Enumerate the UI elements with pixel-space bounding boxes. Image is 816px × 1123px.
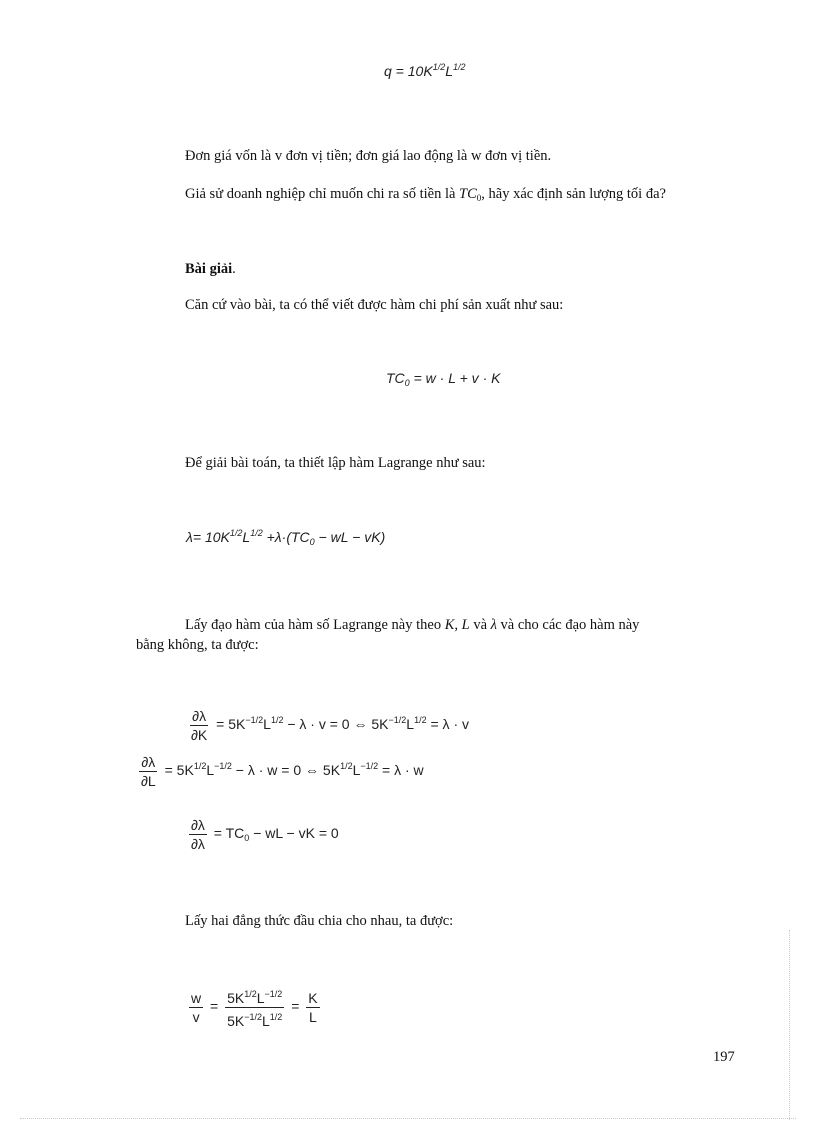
bottom-dotted-border	[20, 1118, 796, 1119]
equation-ratio: $\frac{w}{v}$ = $\frac{5K^{1/2}L^{-1/2}}{5K^{-1/2}L^{1/2}}$ = $\frac{K}{L}$	[186, 986, 323, 1029]
paragraph-derivatives-intro: Lấy đạo hàm của hàm số Lagrange này theo K, L và λ và cho các đạo hàm này	[185, 617, 640, 633]
paragraph-lagrange-intro: Để giải bài toán, ta thiết lập hàm Lagrange như sau:	[185, 455, 486, 471]
equation-derivative-l: $\frac{\partial\lambda}{\partial L}$ = $5K^{1/2}L^{-1/2} - \lambda \cdot w = 0$ ⇔ $5K^{1/2}L^{-1/2} = \lambda \cdot w$	[141, 754, 424, 789]
equation-derivative-k: $\frac{\partial\lambda}{\partial K}$ = $5K^{-1/2}L^{1/2} - \lambda \cdot v = 0$ ⇔ $5K^{-1/2}L^{1/2} = \lambda \cdot v$	[191, 708, 469, 743]
fraction-dlambda-dl: $\frac{\partial\lambda}{\partial L}$	[141, 754, 156, 789]
equation-lagrange: $\lambda= 10K^{1/2}L^{1/2} +\lambda\cdot(TC_0$ − wL − vK)	[186, 528, 386, 547]
equation-derivative-lambda: $\frac{\partial\lambda}{\partial\lambda}$ = $TC_0$ − wL − vK = 0	[191, 817, 339, 852]
fraction-dlambda-dlambda: $\frac{\partial\lambda}{\partial\lambda}$	[191, 817, 205, 852]
fraction-dlambda-dk: $\frac{\partial\lambda}{\partial K}$	[191, 708, 208, 743]
equation-production-function: $q = 10K^{1/2}L^{1/2}$	[384, 62, 466, 79]
fraction-k-l-ratio: $\frac{5K^{1/2}L^{-1/2}}{5K^{-1/2}L^{1/2}}$	[225, 986, 284, 1029]
equation-cost-function: $TC_0 = w \cdot L + v \cdot K$	[386, 370, 501, 388]
paragraph-cost-function-intro: Căn cứ vào bài, ta có thể viết được hàm chi phí sản xuất như sau:	[185, 297, 564, 313]
paragraph-question: Giả sử doanh nghiệp chỉ muốn chi ra số tiền là $TC_0$, hãy xác định sản lượng tối đa?	[185, 186, 666, 203]
paragraph-derivatives-intro-cont: bằng không, ta được:	[136, 637, 259, 653]
paragraph-prices: Đơn giá vốn là v đơn vị tiền; đơn giá lao động là w đơn vị tiền.	[185, 148, 552, 164]
right-dotted-border	[789, 930, 790, 1120]
fraction-w-over-v: $\frac{w}{v}$	[191, 990, 202, 1025]
solution-heading: Bài giải.	[185, 261, 236, 277]
paragraph-divide-intro: Lấy hai đẳng thức đầu chia cho nhau, ta được:	[185, 913, 454, 929]
fraction-k-over-l: $\frac{K}{L}$	[308, 990, 318, 1025]
page-number: 197	[713, 1049, 735, 1065]
